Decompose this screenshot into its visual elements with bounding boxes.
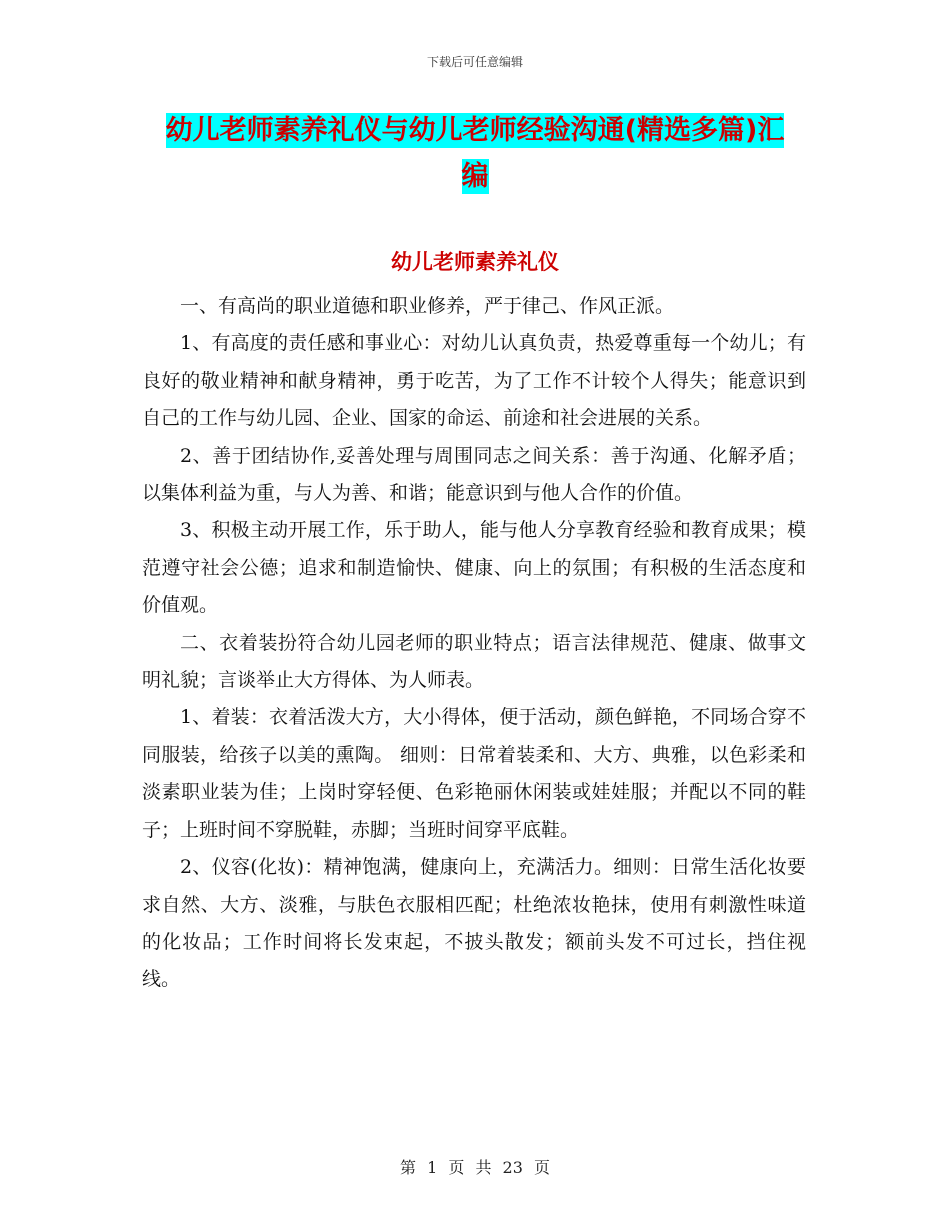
paragraph: 1、有高度的责任感和事业心：对幼儿认真负责，热爱尊重每一个幼儿；有良好的敬业精神和献身精神，勇于吃苦，为了工作不计较个人得失；能意识到自己的工作与幼儿园、企业、国家的命运、前途和社会进展的关系。 [142,332,806,430]
paragraph: 1、着装：衣着活泼大方，大小得体，便于活动，颜色鲜艳，不同场合穿不同服装，给孩子以美的熏陶。 细则：日常着装柔和、大方、典雅，以色彩柔和淡素职业装为佳；上岗时穿轻便、色彩艳丽休闲装或娃娃服；并配以不同的鞋子；上班时间不穿脱鞋，赤脚；当班时间穿平底鞋。 [142,706,806,841]
document-title-line-1: 幼儿老师素养礼仪与幼儿老师经验沟通(精选多篇)汇 [165,115,785,146]
paragraph: 一、有高尚的职业道德和职业修养，严于律己、作风正派。 [180,295,675,317]
document-title-line-2: 编 [461,161,489,192]
section-heading: 幼儿老师素养礼仪 [391,250,559,274]
paragraph: 2、善于团结协作,妥善处理与周围同志之间关系：善于沟通、化解矛盾；以集体利益为重，与人为善、和谐；能意识到与他人合作的价值。 [142,444,806,505]
body-text [142,288,806,999]
paragraph: 二、衣着装扮符合幼儿园老师的职业特点；语言法律规范、健康、做事文明礼貌；言谈举止大方得体、为人师表。 [142,631,806,692]
header-note: 下载后可任意编辑 [426,55,523,69]
paragraph: 2、仪容(化妆)：精神饱满，健康向上，充满活力。细则：日常生活化妆要求自然、大方、淡雅，与肤色衣服相匹配；杜绝浓妆艳抹，使用有刺激性味道的化妆品；工作时间将长发束起，不披头散发；额前头发不可过长，挡住视线。 [142,856,806,991]
page-footer: 第 1 页 共 23 页 [400,1158,550,1177]
document-title [140,108,810,200]
paragraph: 3、积极主动开展工作，乐于助人，能与他人分享教育经验和教育成果；模范遵守社会公德；追求和制造愉快、健康、向上的氛围；有积极的生活态度和价值观。 [142,519,806,617]
